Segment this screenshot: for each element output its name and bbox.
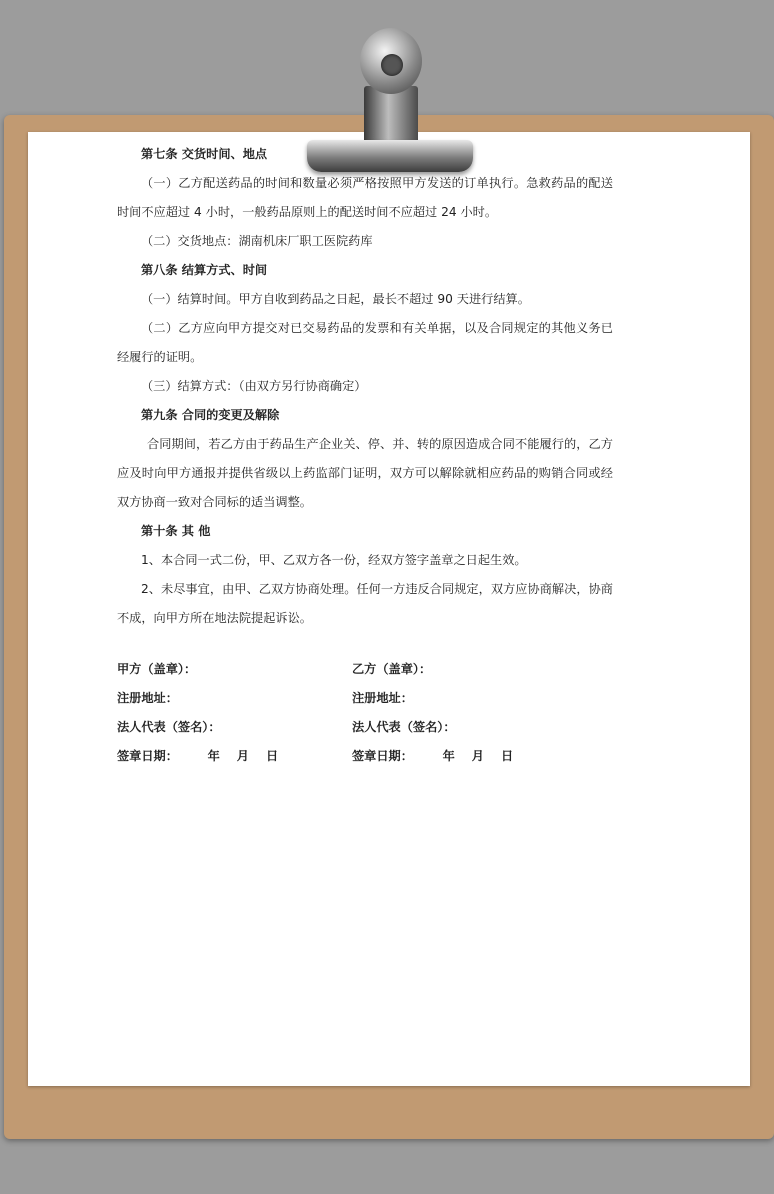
article-10 bbox=[117, 517, 613, 633]
clip-hole bbox=[381, 54, 403, 76]
article-paragraph: （二）交货地点：湖南机床厂职工医院药库 bbox=[141, 234, 373, 248]
party-a-legal-rep: 法人代表（签名）： bbox=[117, 720, 221, 734]
article-paragraph: （一）结算时间。甲方自收到药品之日起，最长不超过 90 天进行结算。 bbox=[141, 292, 530, 306]
party-a-address: 注册地址： bbox=[117, 691, 178, 705]
party-a-date: 签章日期： 年 月 日 bbox=[117, 749, 279, 763]
article-heading: 第七条 交货时间、地点 bbox=[141, 147, 268, 161]
article-heading: 第十条 其 他 bbox=[141, 524, 211, 538]
article-paragraph: （一）乙方配送药品的时间和数量必须严格按照甲方发送的订单执行。急救药品的配送时间不应超过 4 小时，一般药品原则上的配送时间不应超过 24 小时。 bbox=[117, 176, 613, 219]
contract-body bbox=[117, 140, 613, 633]
clip-bar bbox=[307, 140, 473, 172]
article-paragraph: （三）结算方式：（由双方另行协商确定） bbox=[141, 379, 367, 393]
article-paragraph: 合同期间，若乙方由于药品生产企业关、停、并、转的原因造成合同不能履行的，乙方应及时向甲方通报并提供省级以上药监部门证明，双方可以解除就相应药品的购销合同或经双方协商一致对合同标的适当调整。 bbox=[117, 437, 613, 509]
article-paragraph: 2、未尽事宜，由甲、乙双方协商处理。任何一方违反合同规定，双方应协商解决，协商不成，向甲方所在地法院提起诉讼。 bbox=[117, 582, 613, 625]
clip-neck bbox=[364, 86, 418, 148]
article-heading: 第九条 合同的变更及解除 bbox=[141, 408, 280, 422]
signature-row-address bbox=[117, 684, 617, 713]
party-b-seal: 乙方（盖章）： bbox=[352, 662, 432, 676]
article-paragraph: （二）乙方应向甲方提交对已交易药品的发票和有关单据，以及合同规定的其他义务已经履行的证明。 bbox=[117, 321, 613, 364]
signature-block bbox=[117, 655, 617, 771]
party-a-seal: 甲方（盖章）： bbox=[117, 662, 197, 676]
signature-row-legal-rep bbox=[117, 713, 617, 742]
signature-row-date bbox=[117, 742, 617, 771]
party-b-legal-rep: 法人代表（签名）： bbox=[352, 720, 456, 734]
signature-row-seal bbox=[117, 655, 617, 684]
article-8 bbox=[117, 256, 613, 401]
article-heading: 第八条 结算方式、时间 bbox=[141, 263, 268, 277]
article-paragraph: 1、本合同一式二份，甲、乙双方各一份，经双方签字盖章之日起生效。 bbox=[141, 553, 527, 567]
party-b-address: 注册地址： bbox=[352, 691, 413, 705]
party-b-date: 签章日期： 年 月 日 bbox=[352, 749, 514, 763]
article-9 bbox=[117, 401, 613, 517]
